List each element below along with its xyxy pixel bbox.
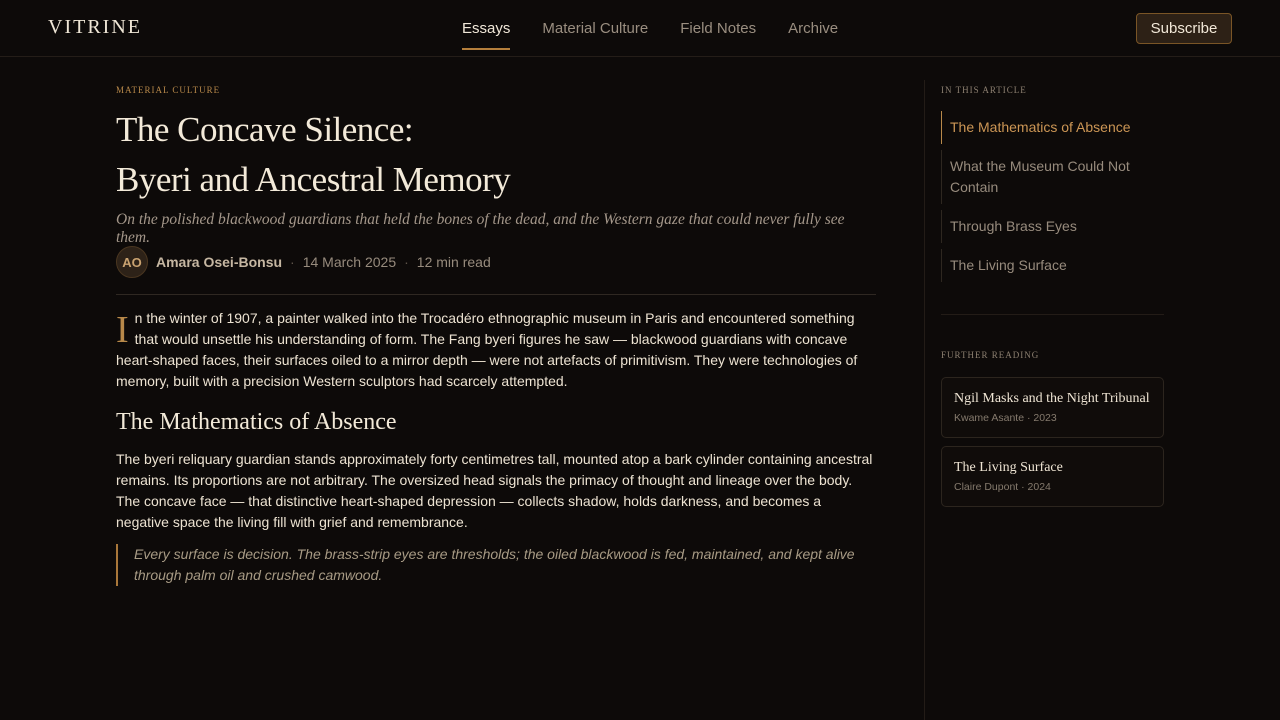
- author-name[interactable]: Amara Osei-Bonsu: [156, 254, 283, 270]
- separator-dot: ·: [404, 254, 409, 270]
- card-title: The Living Surface: [954, 460, 1063, 475]
- toc-item-museum-could-not-contain[interactable]: What the Museum Could Not Contain: [941, 150, 1164, 204]
- avatar[interactable]: AO: [116, 246, 148, 278]
- section-heading: The Mathematics of Absence: [116, 409, 397, 435]
- card-title: Ngil Masks and the Night Tribunal: [954, 391, 1150, 406]
- nav-field-notes[interactable]: Field Notes: [680, 20, 757, 37]
- title-line-1: The Concave Silence:: [116, 110, 414, 149]
- intro-text: n the winter of 1907, a painter walked into the Trocadéro ethnographic museum in Paris and encountered something that would unsettle his understanding of form. The Fang byeri figures he saw — blackwood guardians with concave heart-shaped faces, their surfaces oiled to a mirror depth — were not artefacts of primitivism. They were technologies of memory, built with a precision Western sculptors had scarcely attempted.: [116, 310, 858, 389]
- further-reading-label: FURTHER READING: [941, 350, 1040, 360]
- toc-item-through-brass-eyes[interactable]: Through Brass Eyes: [941, 210, 1164, 243]
- main-nav: [462, 0, 838, 57]
- toc-item-mathematics-of-absence[interactable]: The Mathematics of Absence: [941, 111, 1164, 144]
- nav-archive[interactable]: Archive: [788, 20, 839, 37]
- intro-paragraph: [116, 308, 876, 392]
- drop-cap: I: [116, 309, 129, 351]
- toc-item-living-surface[interactable]: The Living Surface: [941, 249, 1164, 282]
- top-bar: [0, 0, 1280, 57]
- card-meta: Claire Dupont · 2024: [954, 481, 1051, 493]
- toc-list: [941, 111, 1164, 288]
- byline: [116, 246, 491, 278]
- article-category[interactable]: MATERIAL CULTURE: [116, 85, 221, 95]
- separator-dot: ·: [290, 254, 295, 270]
- sidebar-section-divider: [941, 314, 1164, 315]
- read-time: 12 min read: [416, 254, 491, 270]
- nav-material-culture[interactable]: Material Culture: [542, 20, 649, 37]
- site-logo[interactable]: VITRINE: [48, 16, 142, 38]
- article-subtitle: On the polished blackwood guardians that held the bones of the dead, and the Western gaze that could never fully see them.: [116, 211, 845, 246]
- byline-divider: [116, 294, 876, 295]
- subscribe-button[interactable]: Subscribe: [1136, 13, 1232, 44]
- title-line-2: Byeri and Ancestral Memory: [116, 160, 511, 199]
- pull-quote: Every surface is decision. The brass-strip eyes are thresholds; the oiled blackwood is fed, maintained, and kept alive through palm oil and crushed camwood.: [116, 544, 876, 586]
- publish-date: 14 March 2025: [302, 254, 397, 270]
- further-reading-card[interactable]: [941, 377, 1164, 438]
- article-title: [116, 105, 876, 205]
- nav-essays[interactable]: Essays: [462, 0, 510, 57]
- toc-label: IN THIS ARTICLE: [941, 85, 1027, 95]
- sidebar-divider: [924, 80, 925, 720]
- section-paragraph: The byeri reliquary guardian stands approximately forty centimetres tall, mounted atop a bark cylinder containing ancestral remains. Its proportions are not arbitrary. The oversized head signals the primacy of thought and lineage over the body. The concave face — that distinctive heart-shaped depression — collects shadow, holds darkness, and becomes a negative space the living fill with grief and remembrance.: [116, 451, 873, 530]
- further-reading-card[interactable]: [941, 446, 1164, 507]
- card-meta: Kwame Asante · 2023: [954, 412, 1057, 424]
